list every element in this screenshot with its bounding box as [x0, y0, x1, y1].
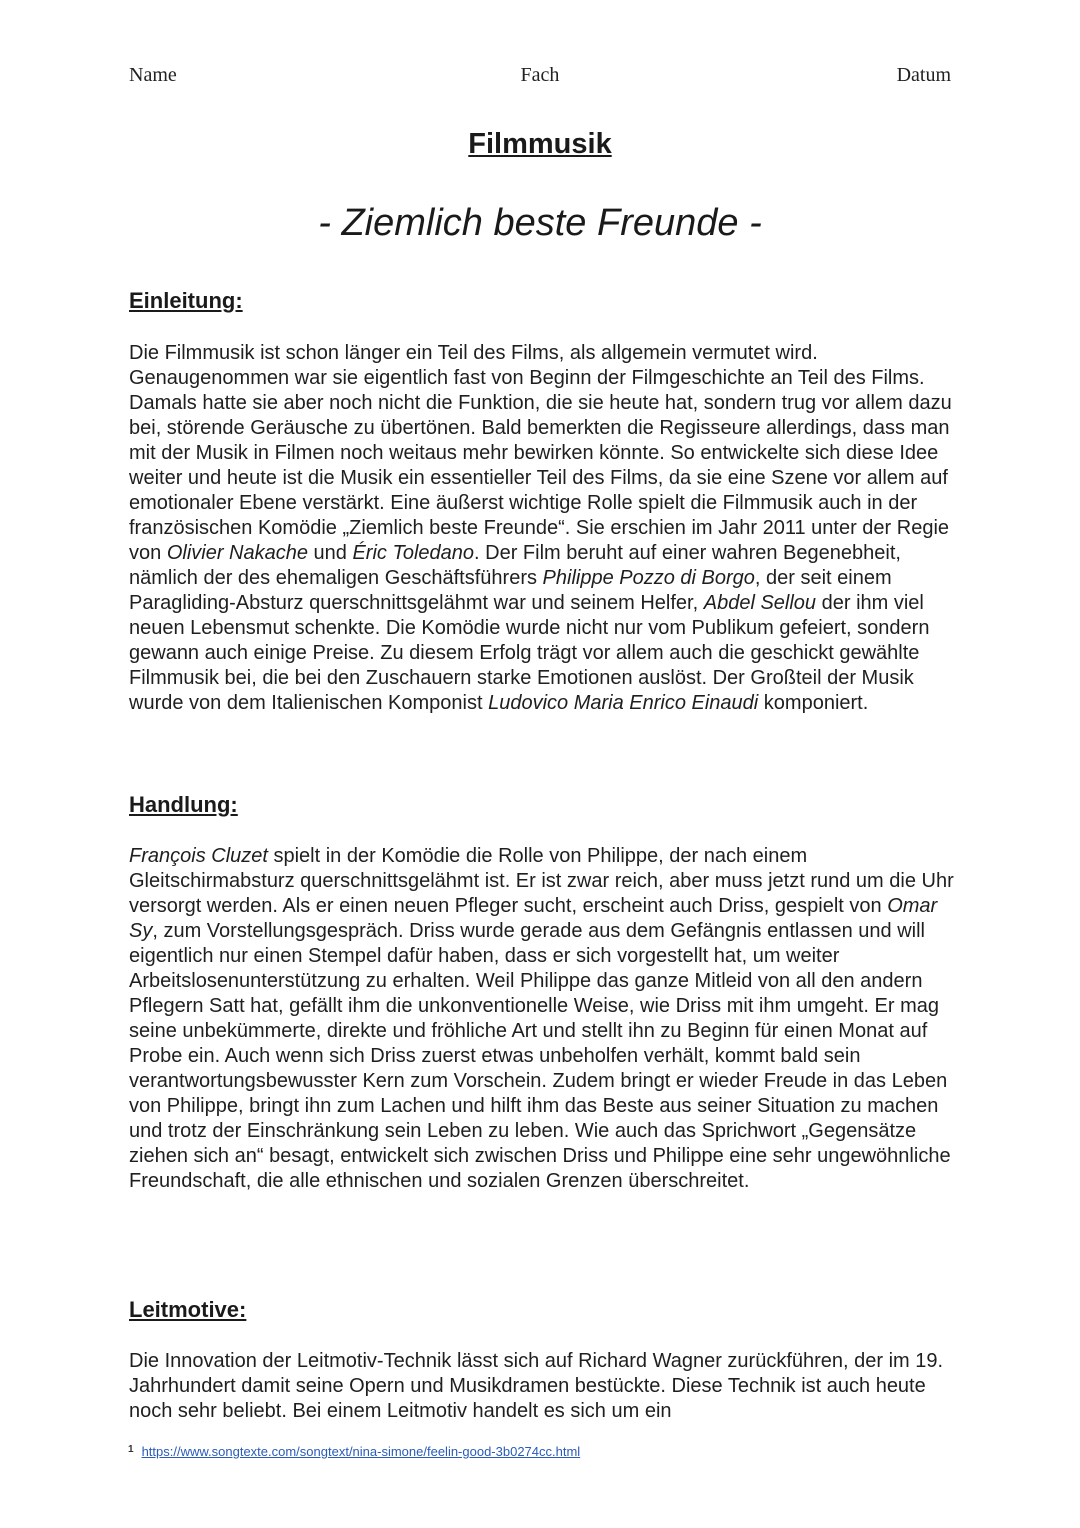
document-title: Filmmusik	[468, 128, 612, 160]
text-run: Die Innovation der Leitmotiv-Technik lässt sich auf Richard Wagner zurückführen, der im 19. Jahrhundert damit seine Opern und Musikdramen bestückte. Diese Technik ist auch heute noch sehr beliebt. Bei einem Leitmotiv handelt es sich um ein	[129, 1350, 944, 1422]
text-run: der ihm viel neuen Lebensmut schenkte. Die Komödie wurde nicht nur vom Publikum gefeiert, sondern gewann auch einige Preise. Zu diesem Erfolg trägt vor allem auch die geschickt gewählte Filmmusik bei, die bei den Zuschauern starke Emotionen auslöst. Der Großteil der Musik wurde von dem Italienischen Komponist	[129, 592, 930, 714]
footnote-number: 1	[128, 1444, 134, 1455]
composer-name: Ludovico Maria Enrico Einaudi	[488, 692, 759, 714]
paragraph-einleitung	[129, 341, 959, 716]
director-name: Éric Toledano	[352, 542, 475, 564]
text-run: komponiert.	[758, 692, 869, 714]
text-run: . Der Film beruht auf einer wahren Begenebheit, nämlich der des ehemaligen Geschäftsführers	[129, 542, 901, 589]
text-run: Die Filmmusik ist schon länger ein Teil des Films, als allgemein vermutet wird. Genaugenommen war sie eigentlich fast von Beginn der Filmgeschichte an Teil des Films. Damals hatte sie aber noch nicht die Funktion, die sie heute hat, sondern trug vor allem dazu bei, störende Geräusche zu übertönen. Bald bemerkten die Regisseure allerdings, dass man mit der Musik in Filmen noch weitaus mehr bewirken könnte. So entwickelte sich diese Idee weiter und heute ist die Musik ein essentieller Teil des Films, da sie eine Szene vor allem auf emotionaler Ebene verstärkt. Eine äußerst wichtige Rolle spielt die Filmmusik auch in der französischen Komödie „Ziemlich beste Freunde“. Sie erschien im Jahr 2011 unter der Regie von	[129, 342, 952, 564]
text-run: , zum Vorstellungsgespräch. Driss wurde gerade aus dem Gefängnis entlassen und will eigentlich nur einen Stempel dafür haben, dass er sich vorgestellt hat, um weiter Arbeitslosenunterstützung zu erhalten. Weil Philippe das ganze Mitleid von all den andern Pflegern Satt hat, gefällt ihm die unkonventionelle Weise, wie Driss mit ihm umgeht. Er mag seine unbekümmerte, direkte und fröhliche Art und stellt ihn zu Beginn für einen Monat auf Probe ein. Auch wenn sich Driss zuerst etwas unbeholfen verhält, kommt bald sein verantwortungsbewusster Kern zum Vorschein. Zudem bringt er wieder Freude in das Leben von Philippe, bringt ihn zum Lachen und hilft ihm das Beste aus seiner Situation zu machen und trotz der Einschränkung sein Leben zu leben. Wie auch das Sprichwort „Gegensätze ziehen sich an“ besagt, entwickelt sich zwischen Driss und Philippe eine sehr ungewöhnliche Freundschaft, die alle ethnischen und sozialen Grenzen überschreitet.	[129, 920, 951, 1192]
person-name: Philippe Pozzo di Borgo	[542, 567, 755, 589]
footnote	[128, 1444, 580, 1459]
document-subtitle: - Ziemlich beste Freunde -	[318, 202, 762, 244]
heading-leitmotive: Leitmotive:	[129, 1297, 247, 1322]
director-name: Olivier Nakache	[166, 542, 308, 564]
footnote-link[interactable]: https://www.songtexte.com/songtext/nina-simone/feelin-good-3b0274cc.html	[141, 1444, 581, 1459]
actor-name: François Cluzet	[129, 845, 268, 867]
text-run: spielt in der Komödie die Rolle von Philippe, der nach einem Gleitschirmabsturz querschnittsgelähmt ist. Er ist zwar reich, aber muss jetzt rund um die Uhr versorgt werden. Als er einen neuen Pfleger sucht, erscheint auch Driss, gespielt von	[129, 845, 954, 917]
header-subject-label: Fach	[520, 64, 560, 86]
actor-name: Omar Sy	[129, 895, 938, 942]
heading-einleitung: Einleitung:	[129, 288, 243, 313]
header-name-label: Name	[129, 64, 177, 86]
paragraph-leitmotive	[129, 1349, 959, 1424]
person-name: Abdel Sellou	[703, 592, 817, 614]
page-header	[129, 64, 951, 92]
text-run: , der seit einem Paragliding-Absturz querschnittsgelähmt war und seinem Helfer,	[129, 567, 892, 614]
header-date-label: Datum	[896, 64, 951, 86]
paragraph-handlung	[129, 844, 959, 1194]
heading-handlung: Handlung:	[129, 792, 238, 817]
text-run: und	[307, 542, 353, 564]
